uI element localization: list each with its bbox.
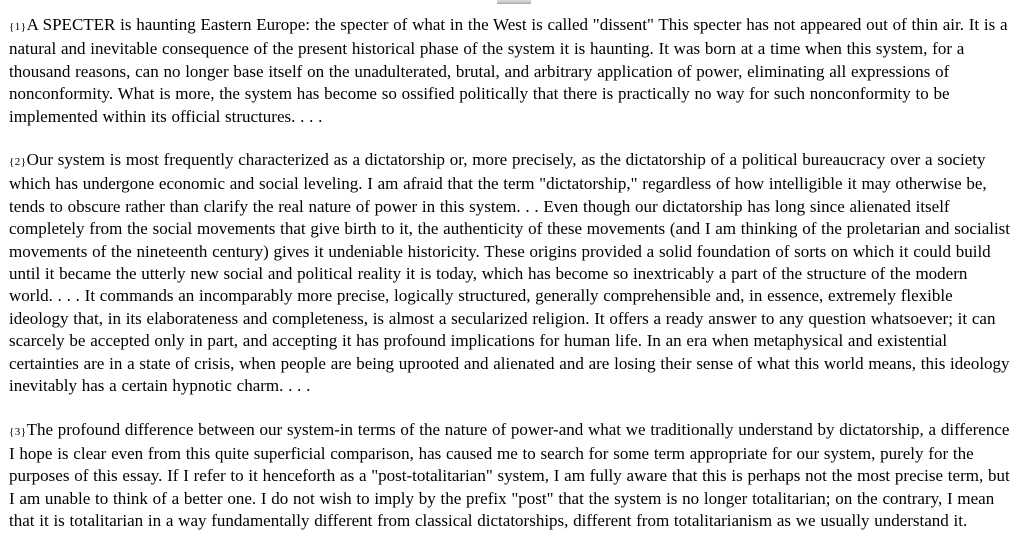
paragraph-2-text: Our system is most frequently characterized as a dictatorship or, more precisely, as the dictatorship of a political bureaucracy over a society which has undergone economic and social leveling. I am afraid that the term "dictatorship," regardless of how intelligible it may otherwise be, tends to obscure rather than clarify the real nature of power in this system. . . Even though our dictatorship has long since alienated itself completely from the social movements that give birth to it, the authenticity of these movements (and I am thinking of the proletarian and socialist movements of the nineteenth century) gives it undeniable historicity. These origins provided a solid foundation of sorts on which it could build until it became the utterly new social and political reality it is today, which has become so inextricably a part of the structure of the modern world. . . . It commands an incomparably more precise, logically structured, generally comprehensible and, in essence, extremely flexible ideology that, in its elaborateness and completeness, is almost a secularized religion. It offers a ready answer to any question whatsoever; it can scarcely be accepted only in part, and accepting it has profound implications for human life. In an era when metaphysical and existential certainties are in a state of crisis, when people are being uprooted and alienated and are losing their sense of what this world means, this ideology inevitably has a certain hypnotic charm. . . . [9, 150, 1011, 396]
paragraph-3-text: The profound difference between our system-in terms of the nature of power-and what we traditionally understand by dictatorship, a difference I hope is clear even from this quite superficial comparison, has caused me to search for some term appropriate for our system, purely for the purposes of this essay. If I refer to it henceforth as a "post-totalitarian" system, I am fully aware that this is perhaps not the most precise term, but I am unable to think of a better one. I do not wish to imply by the prefix "post" that the system is no longer totalitarian; on the contrary, I mean that it is totalitarian in a way fundamentally different from classical dictatorships, different from totalitarianism as we usually understand it. [9, 419, 1010, 531]
paragraph-1 [9, 14, 1015, 128]
paragraph-1-number: {1} [9, 21, 27, 33]
paragraph-2-number: {2} [9, 156, 27, 169]
paragraph-3-number: {3} [9, 425, 27, 438]
paragraph-3 [9, 419, 1015, 533]
paragraph-1-text: A SPECTER is haunting Eastern Europe: the specter of what in the West is called "dissent" This specter has not appeared out of thin air. It is a natural and inevitable consequence of the present historical phase of the system it is haunting. It was born at a time when this system, for a thousand reasons, can no longer base itself on the unadulterated, brutal, and arbitrary application of power, eliminating all expressions of nonconformity. What is more, the system has become so ossified politically that there is practically no way for such nonconformity to be implemented within its official structures. . . . [9, 15, 1008, 126]
paragraph-2 [9, 149, 1015, 397]
